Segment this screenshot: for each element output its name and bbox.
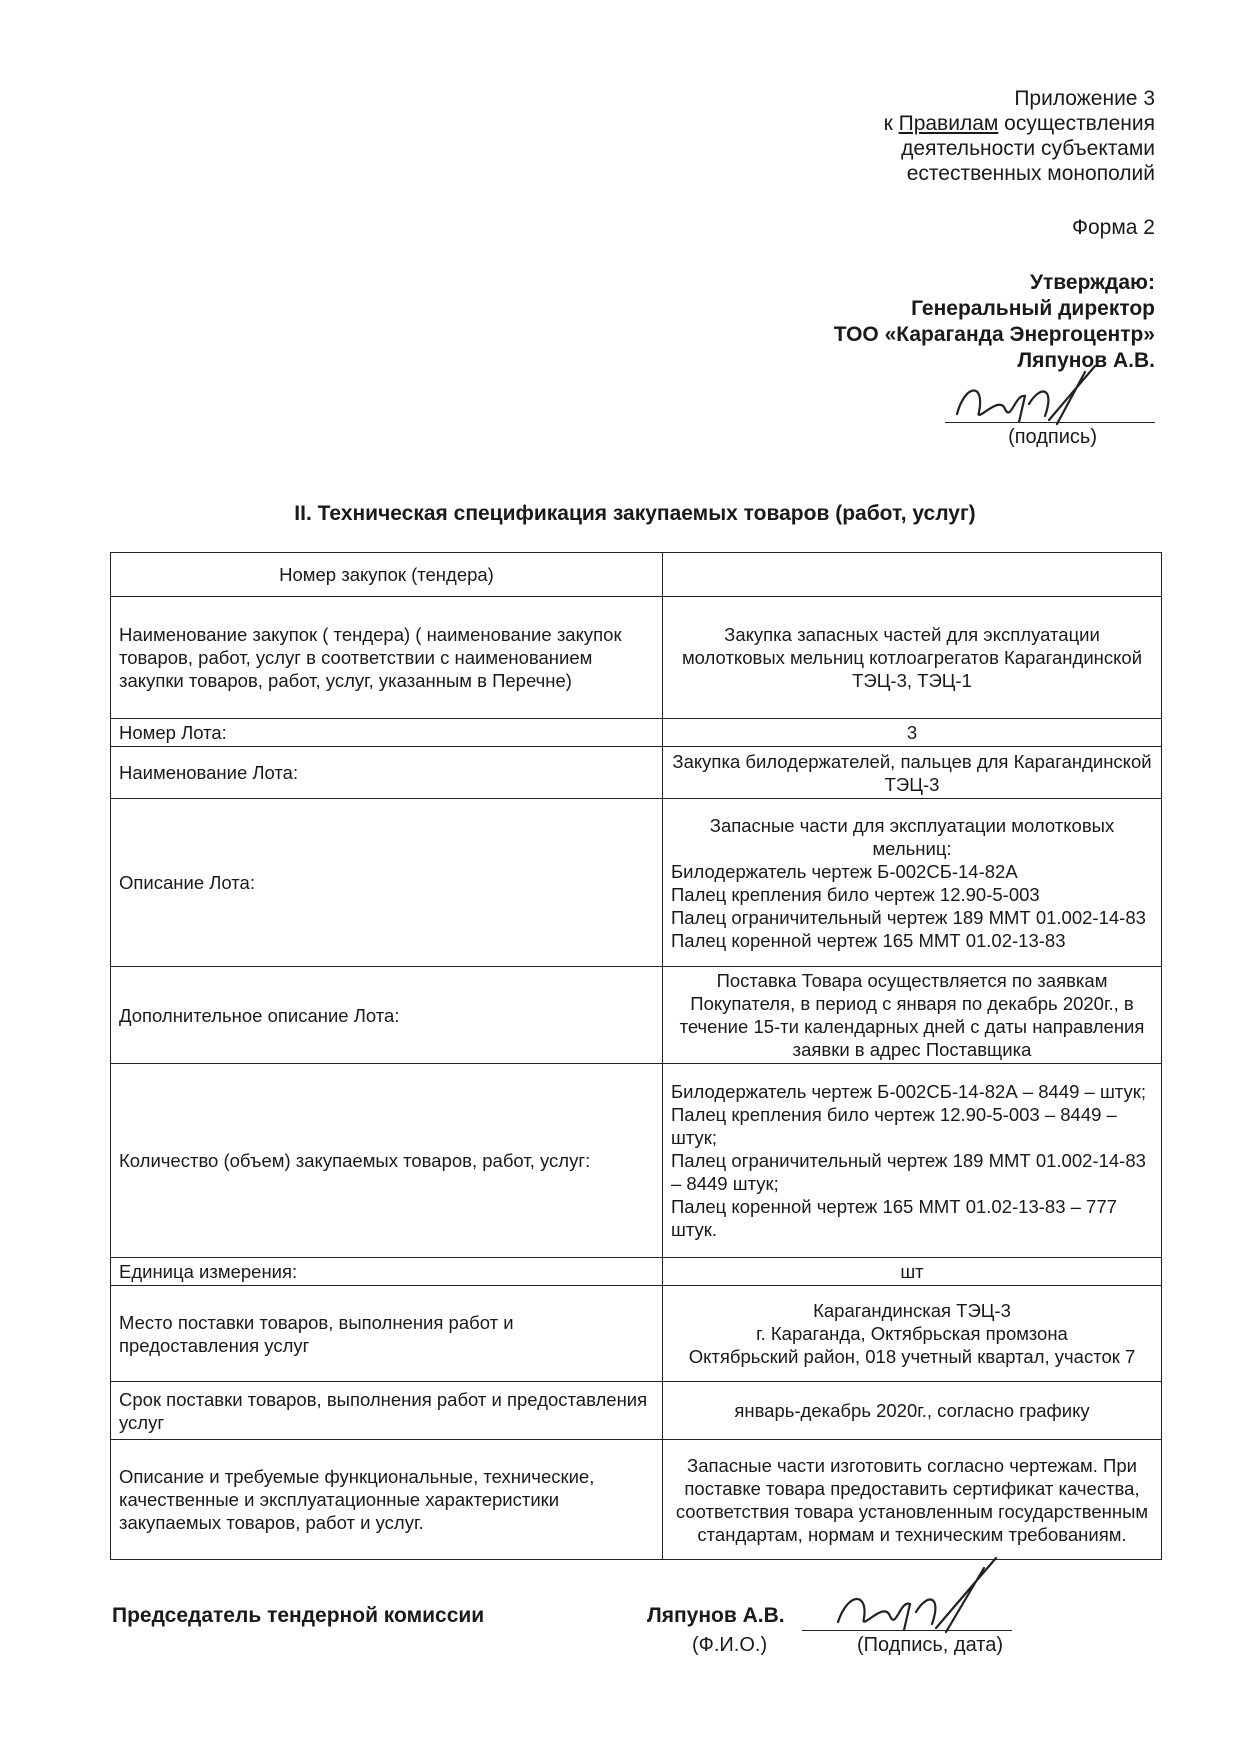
lot-description-item: Палец крепления било чертеж 12.90-5-003 bbox=[671, 883, 1040, 905]
lot-description-heading: Запасные части для эксплуатации молотковых мельниц: bbox=[709, 814, 1115, 859]
purchase-number-value bbox=[663, 553, 1162, 597]
quantity-item: Палец коренной чертеж 165 ММТ 01.02-13-83 – 777 штук. bbox=[671, 1196, 1117, 1240]
signature-line bbox=[802, 1630, 1012, 1631]
appendix-line-4: естественных монополий bbox=[906, 162, 1155, 185]
appendix-line-3: деятельности субъектами bbox=[901, 137, 1155, 160]
lot-name-value: Закупка билодержателей, пальцев для Карагандинской ТЭЦ-3 bbox=[663, 747, 1162, 799]
table-row bbox=[111, 799, 1162, 967]
lot-description-value bbox=[663, 799, 1162, 967]
unit-value: шт bbox=[663, 1258, 1162, 1286]
delivery-place-line: г. Караганда, Октябрьская промзона bbox=[756, 1323, 1068, 1344]
signature-line bbox=[945, 422, 1155, 423]
chairman-name: Ляпунов А.В. bbox=[647, 1604, 785, 1627]
handwritten-signature bbox=[945, 364, 1105, 434]
delivery-place-line: Карагандинская ТЭЦ-3 bbox=[813, 1300, 1011, 1321]
lot-description-item: Палец коренной чертеж 165 ММТ 01.02-13-83 bbox=[671, 929, 1066, 951]
lot-number-label: Номер Лота: bbox=[111, 719, 663, 747]
rules-link: Правилам bbox=[898, 112, 999, 135]
delivery-term-label: Срок поставки товаров, выполнения работ и предоставления услуг bbox=[111, 1382, 663, 1440]
signature-caption: (подпись) bbox=[1008, 426, 1097, 448]
quantity-item: Билодержатель чертеж Б-002СБ-14-82А – 8449 – штук; bbox=[671, 1081, 1146, 1102]
additional-description-label: Дополнительное описание Лота: bbox=[111, 967, 663, 1064]
quantity-item: Палец ограничительный чертеж 189 ММТ 01.002-14-83 – 8449 штук; bbox=[671, 1150, 1146, 1194]
quantity-item: Палец крепления било чертеж 12.90-5-003 – 8449 – штук; bbox=[671, 1104, 1117, 1148]
requirements-value: Запасные части изготовить согласно чертежам. При поставке товара предоставить сертификат качества, соответствия товара установленным государственным стандартам, нормам и техническим требованиям. bbox=[663, 1440, 1162, 1560]
table-row bbox=[111, 553, 1162, 597]
table-row bbox=[111, 747, 1162, 799]
appendix-line-1: Приложение 3 bbox=[1014, 87, 1155, 110]
table-row bbox=[111, 1440, 1162, 1560]
sign-date-caption: (Подпись, дата) bbox=[857, 1634, 1003, 1656]
delivery-place-line: Октябрьский район, 018 учетный квартал, участок 7 bbox=[688, 1346, 1136, 1367]
approve-title: Утверждаю: bbox=[1029, 271, 1155, 294]
table-row bbox=[111, 719, 1162, 747]
table-row bbox=[111, 967, 1162, 1064]
table-row bbox=[111, 1064, 1162, 1258]
lot-description-label: Описание Лота: bbox=[111, 799, 663, 967]
table-row bbox=[111, 597, 1162, 719]
quantity-value bbox=[663, 1064, 1162, 1258]
lot-name-label: Наименование Лота: bbox=[111, 747, 663, 799]
lot-description-item: Палец ограничительный чертеж 189 ММТ 01.002-14-83 bbox=[671, 906, 1146, 928]
table-row bbox=[111, 1258, 1162, 1286]
purchase-number-label: Номер закупок (тендера) bbox=[111, 553, 663, 597]
additional-description-value: Поставка Товара осуществляется по заявкам Покупателя, в период с января по декабрь 2020г., в течение 15-ти календарных дней с даты направления заявки в адрес Поставщика bbox=[663, 967, 1162, 1064]
lot-number-value: 3 bbox=[663, 719, 1162, 747]
table-row bbox=[111, 1286, 1162, 1382]
purchase-name-label: Наименование закупок ( тендера) ( наименование закупок товаров, работ, услуг в соответствии с наименованием закупки товаров, работ, услуг, указанным в Перечне) bbox=[111, 597, 663, 719]
footer-signature-block bbox=[112, 1596, 1112, 1676]
director-signature-block bbox=[945, 378, 1155, 448]
quantity-label: Количество (объем) закупаемых товаров, работ, услуг: bbox=[111, 1064, 663, 1258]
section-title: II. Техническая спецификация закупаемых товаров (работ, услуг) bbox=[294, 502, 976, 525]
handwritten-signature bbox=[824, 1552, 1014, 1642]
approval-block bbox=[834, 270, 1155, 374]
approve-position: Генеральный директор bbox=[911, 297, 1155, 320]
delivery-place-value bbox=[663, 1286, 1162, 1382]
delivery-place-label: Место поставки товаров, выполнения работ и предоставления услуг bbox=[111, 1286, 663, 1382]
unit-label: Единица измерения: bbox=[111, 1258, 663, 1286]
requirements-label: Описание и требуемые функциональные, технические, качественные и эксплуатационные характеристики закупаемых товаров, работ и услуг. bbox=[111, 1440, 663, 1560]
purchase-name-value: Закупка запасных частей для эксплуатации молотковых мельниц котлоагрегатов Карагандинской ТЭЦ-3, ТЭЦ-1 bbox=[663, 597, 1162, 719]
chairman-title: Председатель тендерной комиссии bbox=[112, 1604, 485, 1627]
appendix-line-2: к Правилам осуществления bbox=[883, 112, 1155, 135]
form-number: Форма 2 bbox=[1072, 216, 1155, 239]
table-row bbox=[111, 1382, 1162, 1440]
approve-name: Ляпунов А.В. bbox=[1017, 349, 1155, 372]
delivery-term-value: январь-декабрь 2020г., согласно графику bbox=[663, 1382, 1162, 1440]
appendix-reference bbox=[884, 86, 1155, 186]
fio-caption: (Ф.И.О.) bbox=[692, 1634, 768, 1656]
lot-description-item: Билодержатель чертеж Б-002СБ-14-82А bbox=[671, 860, 1018, 882]
technical-specification-table bbox=[110, 552, 1162, 1560]
approve-company: ТОО «Караганда Энергоцентр» bbox=[833, 323, 1155, 346]
